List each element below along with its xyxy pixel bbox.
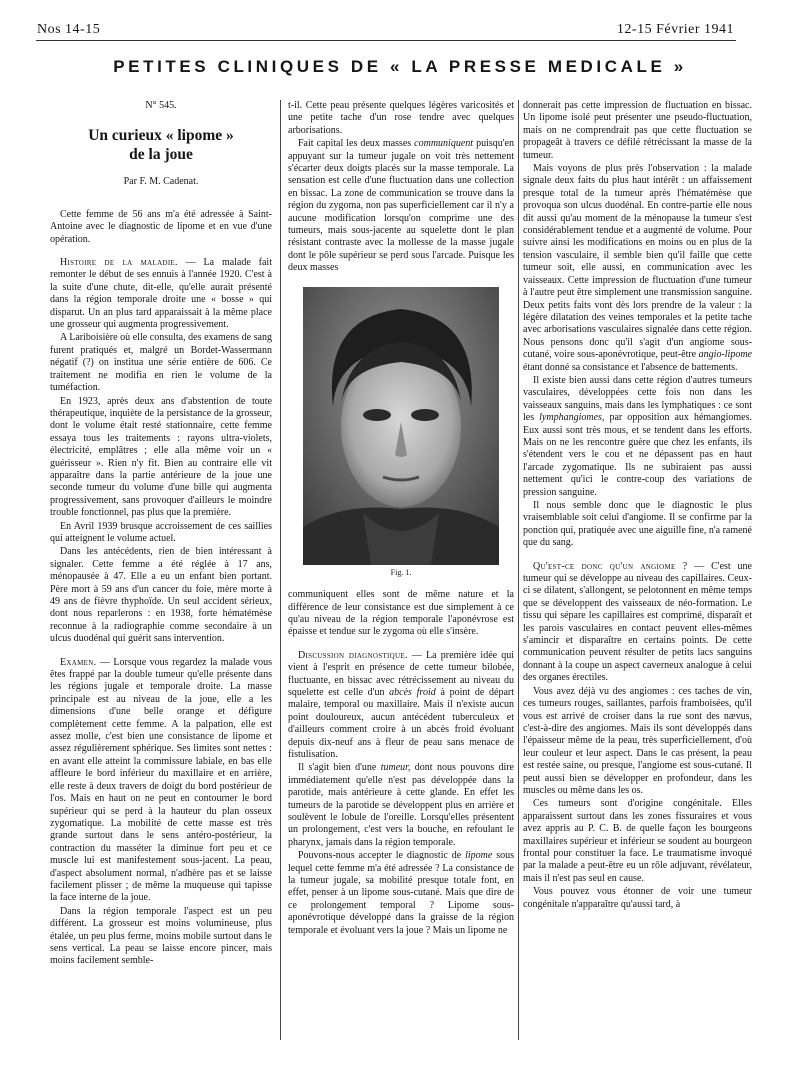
paragraph: Cette femme de 56 ans m'a été adressée à Saint-Antoine avec le diagnostic de lipome et en vue d'une opération. <box>50 208 272 245</box>
paragraph: En 1923, après deux ans d'abstention de toute thérapeutique, inquiète de la persistance de la grosseur, dont le volume était resté stationnaire, cette femme essaya tous les traitements : rayons ultra-violets, électricité, emplâtres ; elle alla même voir un « guérisseur ». Rien n'y fit. Bien au contraire elle vit apparaître dans la partie antérieure de la joue une seconde tumeur du volume d'une bille qui augmenta progressivement, sans provoquer d'ailleurs le moindre trouble fonctionnel, pas plus que la première. <box>50 395 272 519</box>
paragraph: Vous pouvez vous étonner de voir une tumeur congénitale n'apparaître qu'aussi tard, à <box>523 886 752 910</box>
portrait-image <box>303 287 499 565</box>
patient-photo <box>303 287 499 565</box>
issue-number: Nos 14-15 <box>37 22 101 37</box>
article-number: N° 545. <box>145 100 177 111</box>
column-divider <box>280 100 281 1040</box>
paragraph: Il existe bien aussi dans cette région d'autres tumeurs vasculaires, développées cette fois non dans les vaisseaux sanguins, mais dans les lymphatiques : ce sont les lymphangiomes, par opposition aux hémangiomes. Eux aussi sont très mous, et se tendent dans les efforts. Mais on ne les rencontre guère que chez les enfants, ils s'étendent vers le cou et ne dépassent pas en haut l'arcade zygomatique. Ils ne subiraient pas aussi nettement qu'ici le contre-coup des variations de pression sanguine. <box>523 374 752 498</box>
article-title <box>50 126 272 164</box>
paragraph: Qu'est-ce donc qu'un angiome ? — C'est une tumeur qui se développe au niveau des capillaires. Ceux-ci se dilatent, s'allongent, se pelotonnent en même temps que se développent des vaisseaux de néo-formation. Le tissu qui sépare les capillaires est comprimé, disparaît et les parois vasculaires en contact peuvent elles-mêmes s'amincir et disparaître en certains points. De cette communication peuvent résulter de petits lacs sanguins donnant à la coupe un aspect caverneux analogue à celui des organes érectiles. <box>523 560 752 684</box>
paragraph: donnerait pas cette impression de fluctuation en bissac. Un lipome isolé peut présenter une pseudo-fluctuation, mais on ne comprendrait pas que cette fluctuation se propageât à travers ce défilé rétrécissant la masse de la tumeur. <box>523 100 752 161</box>
paragraph: Il s'agit bien d'une tumeur, dont nous pouvons dire immédiatement qu'elle n'est pas développée dans la parotide, mais antérieure à cette glande. En effet les tumeurs de la parotide se développent plus en arrière et soulèvent le lobule de l'oreille. Lorsqu'elles présentent un prolongement, c'est vers la bouche, en refoulant le pharynx, jamais dans la région temporale. <box>288 762 514 848</box>
paragraph: Histoire de la maladie. — La malade fait remonter le début de ses ennuis à l'année 1920. C'est à la suite d'une chute, dit-elle, qu'elle aurait présenté dans la région temporale droite une « bosse » qui disparut. Un an plus tard apparaissait à la même place une grosseur qui augmenta progressivement. <box>50 257 272 331</box>
paragraph: Il nous semble donc que le diagnostic le plus vraisemblable soit celui d'angiome. Il se confirme par la ponction qui, pratiquée avec une aiguille fine, n'a ramené que du sang. <box>523 500 752 549</box>
paragraph: Discussion diagnostique. — La première idée qui vient à l'esprit en présence de cette tumeur bilobée, fluctuante, en bissac avec rétrécissement au niveau du squelette est celle d'un abcès froid à point de départ malaire, temporal ou maxillaire. Mais il n'existe aucun point douloureux, aucun antécédent tuberculeux et d'ailleurs comment croire à un abcès froid évoluant depuis dix-neuf ans à fleur de peau sans menace de fistulisation. <box>288 649 515 760</box>
paragraph: Mais voyons de plus près l'observation : la malade signale deux faits du plus haut intérêt : un affaissement presque total de la tumeur après l'hématémèse que provoqua son ulcus duodénal. En contre-partie elle nous dit aussi qu'au moment de la ménopause la tumeur s'est considérablement tendue et a augmenté de volume. Pour suivre ainsi les modifications en moins ou en plus de la tension vasculaire, il semble bien qu'il faille que cette tumeur soit, elle aussi, en communication avec les vaisseaux. Cette impression de fluctuation d'une tumeur à l'autre peut être simplement une transmission sanguine. Deux petits faits vont dès lors prendre de la valeur : la légère dilatation des veines temporales et la petite tache avec arborisations vasculaires signalée dans cette région. Nous pensons donc qu'il s'agit d'un angiome sous-cutané, voire sous-aponévrotique, peut-être angio-lipome étant donné sa consistance et l'absence de battements. <box>523 163 752 373</box>
figure-caption: Fig. 1. <box>390 567 412 577</box>
article-author: Par F. M. Cadenat. <box>123 176 199 188</box>
column-divider <box>518 100 519 1040</box>
paragraph: Pouvons-nous accepter le diagnostic de lipome sous lequel cette femme m'a été adressée ? La consistance de la tumeur jugale, sa mobilité presque totale font, en effet, penser à un lipome sous-cutané. Mais que dire de ce prolongement temporal ? Lipome sous-aponévrotique développé dans la graisse de la région temporale et évoluant vers la joue ? Mais un lipome ne <box>288 850 514 936</box>
journal-title: PETITES CLINIQUES DE « LA PRESSE MEDICALE » <box>113 57 687 76</box>
paragraph: Dans les antécédents, rien de bien intéressant à signaler. Cette femme a été réglée à 17 ans, ménopausée à 47. Elle a eu un enfant bien portant. Père mort à 59 ans d'un cancer du foie, mère morte à 49 ans de fièvre thyphoïde. Un seul accident sérieux, dont nous reparlerons : en 1938, forte hématémèse reconnue à la radiographie comme secondaire à un ulcus duodénal qui guérit sans intervention. <box>50 546 272 645</box>
paragraph: En Avril 1939 brusque accroissement de ces saillies qui atteignent le volume actuel. <box>50 520 272 544</box>
column-2 <box>288 100 514 938</box>
paragraph: Dans la région temporale l'aspect est un peu différent. La grosseur est moins volumineuse, plus étalée, un peu plus ferme, moins mobile surtout dans le sens vertical. La peau se laisse encore pincer, mais moins facilement semble- <box>50 905 272 967</box>
paragraph: A Lariboisière où elle consulta, des examens de sang furent pratiqués et, malgré un Bordet-Wassermann négatif (?) on institua une série entière de 606. Ce traitement ne modifia en rien le volume de la tuméfaction. <box>50 332 272 394</box>
title-line-2: de la joue <box>129 146 193 164</box>
paragraph: communiquent elles sont de même nature et la différence de leur consistance est due simplement à ce qu'au niveau de la région temporale l'aponévrose est épaisse et tendue sur le zygoma où elle s'insère. <box>288 589 514 638</box>
title-line-1: Un curieux « lipome » <box>88 127 234 145</box>
paragraph: Fait capital les deux masses communiquent puisqu'en appuyant sur la tumeur jugale on voit très nettement s'écarter deux doigts placés sur la masse temporale. La sensation est celle d'une fluctuation dans une collection en bissac. La zone de communication se trouve dans la région du zygoma, non pas superficiellement car il n'y a aucune modification lorsqu'on comprime une des tumeurs, mais sous-jacente au squelette dont le plan résistant contraste avec la mollesse de la masse jugale dont le pôle supérieur se perd sous l'arcade. Puisque les deux masses <box>288 138 514 274</box>
paragraph: Ces tumeurs sont d'origine congénitale. Elles apparaissent surtout dans les zones fissuraires et vous avez appris au P. C. B. de quelle façon les bourgeons maxillaires supérieur et inférieur se soudent au bourgeon frontal pour constituer la face. Le traumatisme invoqué par la malade a peut-être eu un rôle adjuvant, révélateur, mais il n'est pas seul en cause. <box>523 798 752 884</box>
section-heading: Qu'est-ce donc qu'un angiome ? <box>533 560 688 572</box>
header-rule <box>36 40 736 41</box>
section-heading: Histoire de la maladie. <box>60 257 178 269</box>
column-1 <box>50 100 272 969</box>
section-heading: Examen. <box>60 656 97 668</box>
section-heading: Discussion diagnostique. <box>298 649 408 661</box>
paragraph: t-il. Cette peau présente quelques légères varicosités et une petite tache d'un rose tendre avec quelques arborisations. <box>288 100 514 136</box>
paragraph: Examen. — Lorsque vous regardez la malade vous êtes frappé par la double tumeur qu'elle présente dans les régions jugale et temporale droite. La masse principale est au niveau de la joue, elle a les dimensions d'une belle orange et défigure complètement cette femme. A la palpation, elle est assez molle, c'est bien une consistance de lipome et assez régulièrement sphérique. Ses limites sont nettes : en avant elle atteint la commissure labiale, en bas elle affleure le bord inférieur du maxillaire et en arrière, elle reste à deux travers de doigt du bord postérieur de l'os. Mais en haut on ne peut en contourner le bord supérieur qui se perd à la hauteur du plan osseux zygomatique. La mobilité de cette masse est très grande surtout dans le sens antéro-postérieur, la contraction du masséter la diminue fort peu et ce muscle lui est manifestement sous-jacent. La peau, d'aspect absolument normal, n'adhère pas et se laisse facilement plisser ; de même la muqueuse qui tapisse la face interne de la joue. <box>50 656 272 904</box>
column-3 <box>523 100 752 912</box>
issue-date: 12-15 Février 1941 <box>616 22 734 37</box>
paragraph: Vous avez déjà vu des angiomes : ces taches de vin, ces tumeurs rouges, saillantes, parfois framboisées, qu'il vous est arrivé de croiser dans la rue sont des nævus, c'est-à-dire des angiomes. Mais ils sont développés dans l'épaisseur même de la peau, très superficiellement, d'où leur couleur et leur aspect. Dans le cas présent, la peau est restée saine, ou presque, l'angiome est sous-cutané. Il peut aussi bien se développer en profondeur, dans les muscles ou même dans les os. <box>523 685 752 796</box>
